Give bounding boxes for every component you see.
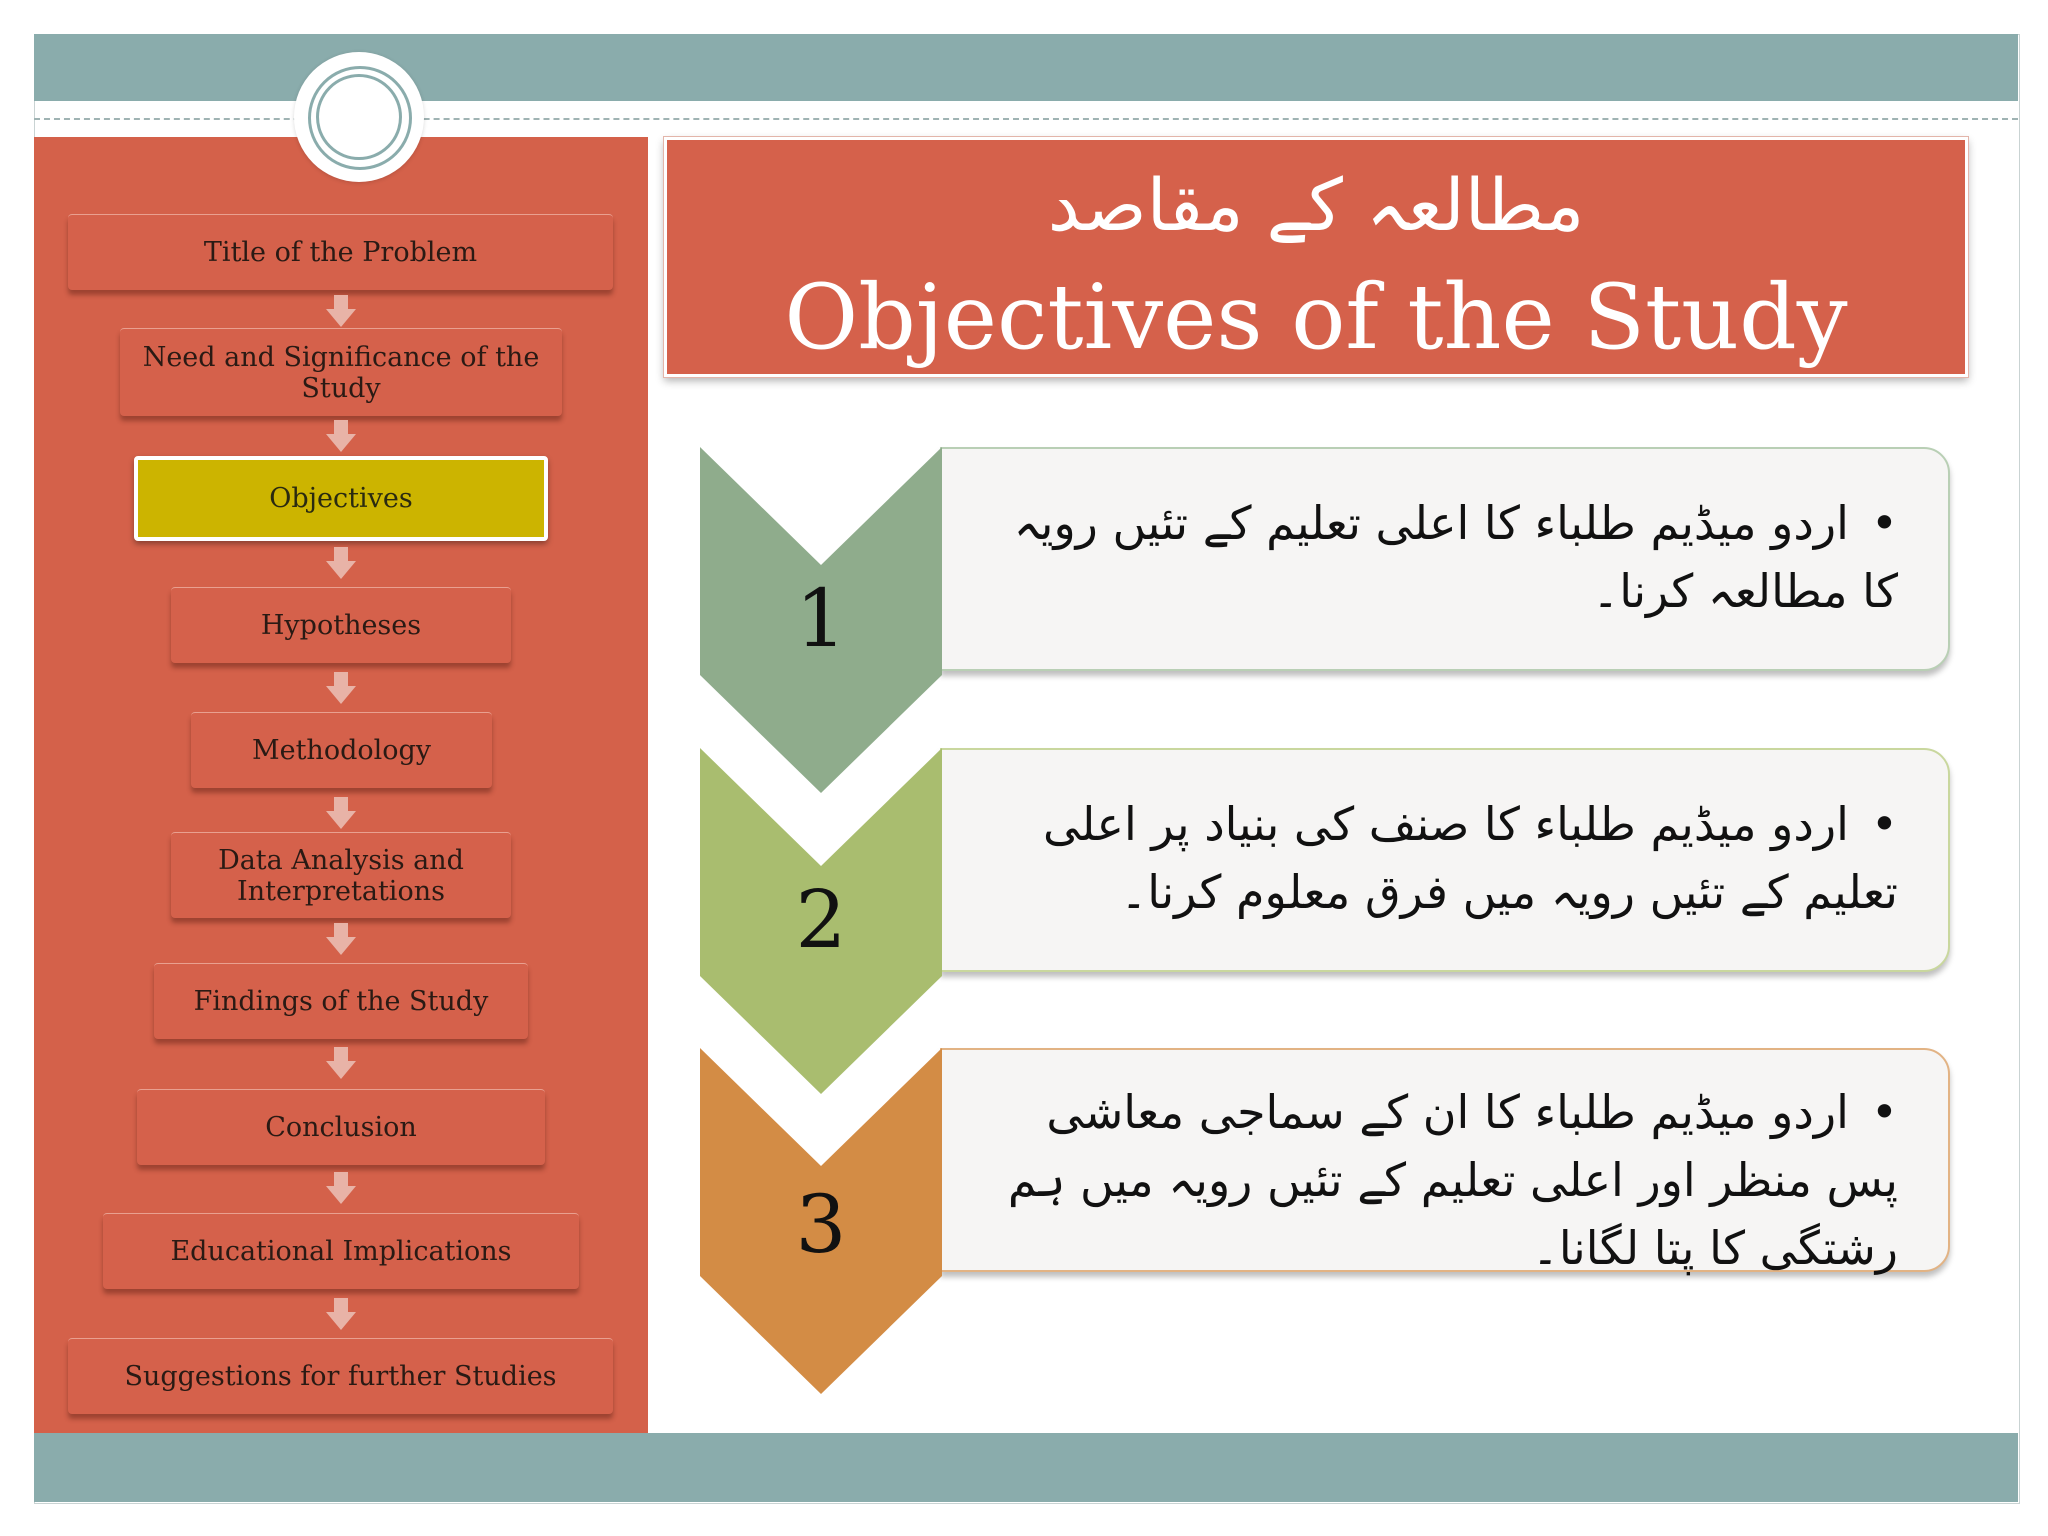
flow-item-need[interactable]: Need and Significance of the Study xyxy=(120,328,562,416)
flow-item-title[interactable]: Title of the Problem xyxy=(68,214,613,290)
objective-card-3: •اردو میڈیم طلباء کا ان کے سماجی معاشی پس منظر اور اعلی تعلیم کے تئیں رویہ میں ہم رشتگی کا پتا لگانا۔ xyxy=(940,1048,1950,1272)
bottom-band xyxy=(34,1433,2018,1502)
down-arrow-icon xyxy=(324,1047,358,1081)
down-arrow-icon xyxy=(324,672,358,706)
slide-title xyxy=(664,137,1968,377)
flow-item-suggestions[interactable]: Suggestions for further Studies xyxy=(68,1338,613,1414)
down-arrow-icon xyxy=(324,923,358,957)
flow-item-data-analysis[interactable]: Data Analysis and Interpretations xyxy=(171,832,511,918)
flow-item-methodology[interactable]: Methodology xyxy=(191,712,492,788)
title-urdu: مطالعہ کے مقاصد xyxy=(1047,163,1585,247)
down-arrow-icon xyxy=(324,1298,358,1332)
down-arrow-icon xyxy=(324,547,358,581)
down-arrow-icon xyxy=(324,420,358,454)
flow-item-hypotheses[interactable]: Hypotheses xyxy=(171,587,511,663)
objective-number-2: 2 xyxy=(795,873,847,966)
objective-text-3: اردو میڈیم طلباء کا ان کے سماجی معاشی پس منظر اور اعلی تعلیم کے تئیں رویہ میں ہم رشتگی کا پتا لگانا۔ xyxy=(1007,1085,1898,1275)
flow-item-findings[interactable]: Findings of the Study xyxy=(154,963,528,1039)
down-arrow-icon xyxy=(324,797,358,831)
down-arrow-icon xyxy=(324,1172,358,1206)
objective-text-1: اردو میڈیم طلباء کا اعلی تعلیم کے تئیں رویہ کا مطالعہ کرنا۔ xyxy=(1013,496,1898,618)
flow-item-objectives[interactable]: Objectives xyxy=(134,456,548,541)
objective-card-2: •اردو میڈیم طلباء کا صنف کی بنیاد پر اعلی تعلیم کے تئیں رویہ میں فرق معلوم کرنا۔ xyxy=(940,748,1950,972)
objective-number-3: 3 xyxy=(795,1178,847,1271)
objective-card-1: •اردو میڈیم طلباء کا اعلی تعلیم کے تئیں رویہ کا مطالعہ کرنا۔ xyxy=(940,447,1950,671)
title-english: Objectives of the Study xyxy=(784,265,1848,370)
objective-text-2: اردو میڈیم طلباء کا صنف کی بنیاد پر اعلی تعلیم کے تئیں رویہ میں فرق معلوم کرنا۔ xyxy=(1042,797,1898,919)
flow-item-conclusion[interactable]: Conclusion xyxy=(137,1089,545,1165)
circle-logo-icon xyxy=(294,52,424,182)
flow-item-implications[interactable]: Educational Implications xyxy=(103,1213,579,1289)
objective-number-1: 1 xyxy=(795,572,847,665)
down-arrow-icon xyxy=(324,295,358,329)
